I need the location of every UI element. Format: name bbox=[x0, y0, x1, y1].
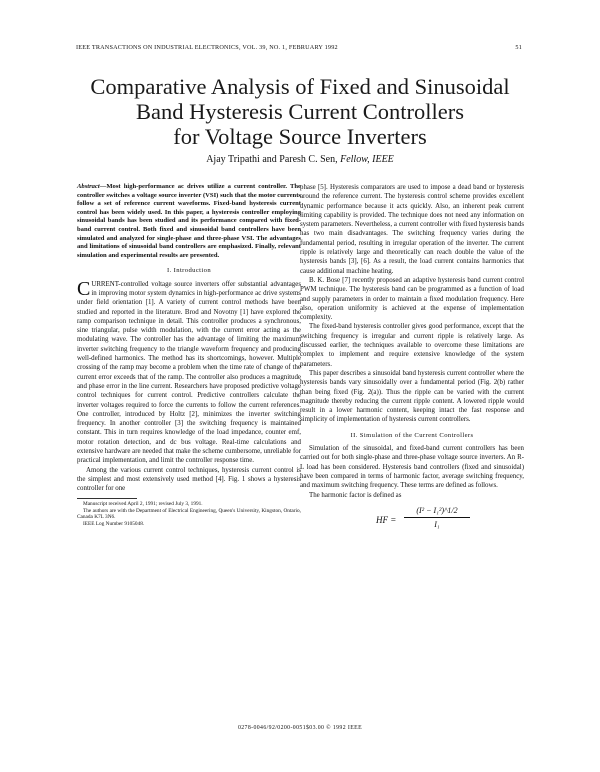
paper-title bbox=[60, 74, 540, 149]
right-paragraph-1: phase [5]. Hysteresis comparators are used to impose a dead band or hysteresis around the reference current. The hysteresis control scheme provides excellent dynamic performance because it acts quickly. Also, an inherent peak current limiting capability is provided. The technique does not need any information on system parameters. Nevertheless, a current controller with fixed hysteresis bands has two main disadvantages. The switching frequency varies during the fundamental period, resulting in irregular operation of the inverter. The current ripple is relatively large and theoretically can reach double the value of the hysteresis bands [3], [6]. As a result, the load current contains harmonics that cause additional machine heating. bbox=[300, 184, 524, 275]
right-paragraph-4: This paper describes a sinusoidal band hysteresis current controller where the hysteresis bands vary sinusoidally over a fundamental period (Fig. 2(b) rather than being fixed (Fig. 2(a)). Thus the ripple can be varied with the current magnitude thereby reducing the current ripple content. A lowered ripple would result in a lower harmonic content, keeping intact the fast response and simplicity of implementation of hysteresis current controllers. bbox=[300, 369, 524, 424]
title-line-1: Comparative Analysis of Fixed and Sinusoidal bbox=[90, 74, 510, 99]
intro-paragraph-2: Among the various current control techniques, hysteresis current control is the simplest and most extensively used method [4]. Fig. 1 shows a hysteresis controller for one bbox=[77, 466, 301, 493]
abstract bbox=[77, 183, 301, 260]
simulation-heading: II. Simulation of the Current Controllers bbox=[350, 431, 474, 439]
intro-heading: I. Introduction bbox=[166, 267, 212, 275]
footnote-log: IEEE Log Number 9105048. bbox=[83, 520, 145, 527]
footnote-affiliation: The authors are with the Department of Electrical Engineering, Queen's University, Kingston, Ontario, Canada K7L 3N6. bbox=[77, 507, 301, 521]
abstract-label: Abstract bbox=[77, 183, 100, 190]
footnote-divider bbox=[77, 498, 137, 499]
left-column bbox=[77, 183, 301, 527]
equation-denominator: I₁ bbox=[434, 520, 440, 530]
intro-paragraph-1 bbox=[77, 277, 301, 466]
running-header bbox=[76, 44, 522, 51]
title-line-2: Band Hysteresis Current Controllers bbox=[135, 99, 465, 124]
page-number: 51 bbox=[515, 44, 522, 51]
author-line bbox=[60, 154, 540, 165]
author-fellow: Fellow, IEEE bbox=[340, 154, 394, 165]
drop-cap: C bbox=[77, 277, 91, 300]
equation-fraction bbox=[404, 506, 470, 530]
abstract-text: —Most high-performance ac drives utilize a current controller. The controller switches a voltage source inverter (VSI) such that the motor currents follow a set of reference current waveforms. Fixed-band hysteresis current control has been widely used. In this paper, a hysteresis controller employing sinusoidal bands has been studied and its performance compared with fixed-band current control. Both fixed and sinusoidal band controllers have been simulated and analyzed for single-phase and three-phase VSI. The advantages and limitations of sinusoidal band controllers are emphasized. Finally, relevant simulation and experimental results are presented. bbox=[77, 183, 301, 259]
equation-lhs: HF = bbox=[376, 514, 397, 525]
title-line-3: for Voltage Source Inverters bbox=[173, 124, 427, 149]
right-paragraph-3: The fixed-band hysteresis controller gives good performance, except that the switching frequency is irregular and current ripple is relatively large. As discussed earlier, the techniques available to overcome these limitations are complex to implement and require extensive knowledge of the system parameters. bbox=[300, 323, 524, 368]
equation-numerator: (I² − I₁²)^1/2 bbox=[404, 506, 470, 518]
intro-paragraph-1-text: URRENT-controlled voltage source inverters offer substantial advantages in improving motor system dynamics in high-performance ac drive systems under field orientation [1]. A variety of current control methods have been studied and reported in the literature. Brod and Novotny [1] have explored the ramp comparison technique in detail. This controller produces a synchronous, sine triangular, pulse width modulation, with the current error acting as the modulating wave. The controller has the advantage of limiting the maximum inverter switching frequency to the triangle waveform frequency and producing well-defined harmonics. The method has its shortcomings, however. Multiple crossing of the ramp may become a problem when the time rate of change of the current error exceeds that of the ramp. The controller also produces a magnitude and phase error in the line current. Researchers have proposed predictive voltage control techniques for current control. Predictive controllers calculate the inverter voltages required to force the currents to follow the current references. One controller, introduced by Holtz [2], minimizes the inverter switching frequency. In another controller [3] the switching frequency is maintained constant. This in turn requires knowledge of the load impedance, counter emf, motor rotation detection, and dc bus voltage. Real-time calculations and extensive hardware are needed that make the scheme cumbersome, unreliable for practical implementation, and limit the controller response time. bbox=[77, 280, 301, 465]
harmonic-factor-equation bbox=[300, 506, 524, 542]
author-names: Ajay Tripathi and Paresh C. Sen, bbox=[206, 154, 338, 165]
right-column bbox=[300, 183, 524, 542]
copyright-line: 0278-0046/92/0200-0051$03.00 © 1992 IEEE bbox=[237, 725, 363, 731]
footnote-received: Manuscript received April 2, 1991; revised July 3, 1991. bbox=[83, 501, 203, 508]
journal-header: IEEE TRANSACTIONS ON INDUSTRIAL ELECTRONICS, VOL. 39, NO. 1, FEBRUARY 1992 bbox=[76, 44, 338, 51]
right-paragraph-5: Simulation of the sinusoidal, and fixed-band current controllers has been carried out for both single-phase and three-phase voltage source inverters. An R-L load has been considered. Hysteresis band controllers (fixed and sinusoidal) have been compared in terms of harmonic factor, average switching frequency, and maximum switching frequency. These terms are defined as follows. bbox=[300, 445, 524, 490]
right-paragraph-6: The harmonic factor is defined as bbox=[309, 491, 402, 499]
right-paragraph-2: B. K. Bose [7] recently proposed an adaptive hysteresis band current control PWM technique. The hysteresis band can be programmed as a function of load and supply parameters in order to maintain a fixed modulation frequency. Here also, operation uniformity is achieved at the expense of implementation complexity. bbox=[300, 276, 524, 322]
